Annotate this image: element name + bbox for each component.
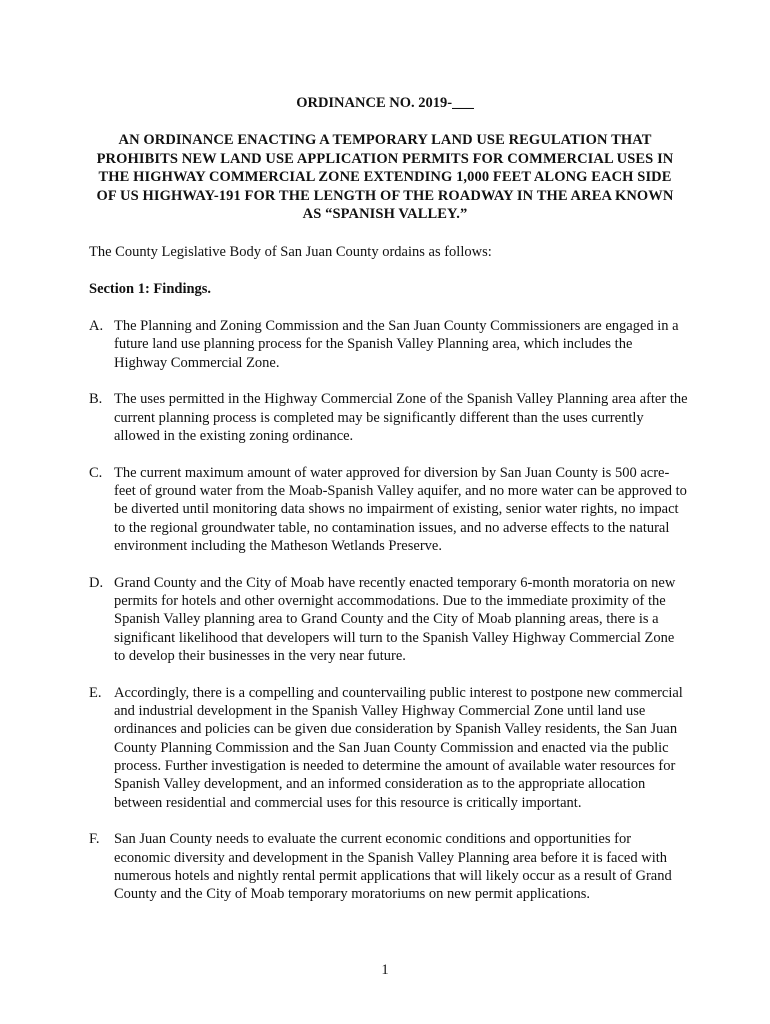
finding-item-c bbox=[89, 464, 689, 555]
finding-text: San Juan County needs to evaluate the current economic conditions and opportunities for economic diversity and development in the Spanish Valley Planning area before it is faced with numerous hotels and nightly rental permit applications that will likely occur as a result of Grand County and the City of Moab temporary moratoriums on new permit applications. bbox=[114, 831, 672, 903]
finding-letter: D. bbox=[89, 574, 104, 591]
finding-item-d bbox=[89, 574, 689, 665]
finding-text: The uses permitted in the Highway Commercial Zone of the Spanish Valley Planning area after the current planning process is completed may be significantly different than the uses currently allowed in the existing zoning ordinance. bbox=[114, 391, 688, 444]
ordinance-title: AN ORDINANCE ENACTING A TEMPORARY LAND USE REGULATION THAT PROHIBITS NEW LAND USE APPLICATION PERMITS FOR COMMERCIAL USES IN THE HIGHWAY COMMERCIAL ZONE EXTENDING 1,000 FEET ALONG EACH SIDE OF US HIGHWAY-191 FOR THE LENGTH OF THE ROADWAY IN THE AREA KNOWN AS “SPANISH VALLEY.” bbox=[96, 132, 674, 222]
finding-item-f bbox=[89, 830, 689, 903]
finding-letter: B. bbox=[89, 391, 103, 408]
finding-letter: A. bbox=[89, 318, 104, 334]
finding-text: The Planning and Zoning Commission and the San Juan County Commissioners are engaged in a future land use planning process for the Spanish Valley Planning area, which includes the Highway Commercial Zone. bbox=[114, 318, 679, 371]
intro-paragraph: The County Legislative Body of San Juan County ordains as follows: bbox=[89, 244, 492, 260]
finding-letter: E. bbox=[89, 684, 102, 701]
finding-text: Grand County and the City of Moab have recently enacted temporary 6-month moratoria on new permits for hotels and other overnight accommodations. Due to the immediate proximity of the Spanish Valley planning area to Grand County and the City of Moab planning areas, there is a significant likelihood that developers will turn to the Spanish Valley Highway Commercial Zone to develop their businesses in the very near future. bbox=[114, 574, 676, 664]
finding-text: The current maximum amount of water approved for diversion by San Juan County is 500 acre-feet of ground water from the Moab-Spanish Valley aquifer, and no more water can be approved to be diverted until monitoring data shows no impairment of existing, senior water rights, no impact to the regional groundwater table, no contamination issues, and no adverse effects to the natural environment including the Matheson Wetlands Preserve. bbox=[114, 464, 687, 554]
findings-list bbox=[89, 317, 689, 922]
finding-text: Accordingly, there is a compelling and countervailing public interest to postpone new commercial and industrial development in the Spanish Valley Highway Commercial Zone until land use ordinances and policies can be given due consideration by Spanish Valley residents, the San Juan County Planning Commission and the San Juan County Commission and enacted via the public process. Further investigation is needed to determine the amount of available water resources for Spanish Valley development, and an informed consideration as to the appropriate allocation between residential and commercial uses for this resource is critically important. bbox=[114, 684, 683, 811]
finding-letter: F. bbox=[89, 831, 100, 848]
finding-letter: C. bbox=[89, 464, 103, 481]
finding-item-b bbox=[89, 390, 689, 445]
finding-item-a bbox=[89, 317, 689, 372]
finding-item-e bbox=[89, 684, 689, 812]
ordinance-number: ORDINANCE NO. 2019-___ bbox=[296, 95, 474, 111]
page-number: 1 bbox=[381, 962, 389, 978]
section-heading: Section 1: Findings. bbox=[89, 281, 212, 297]
